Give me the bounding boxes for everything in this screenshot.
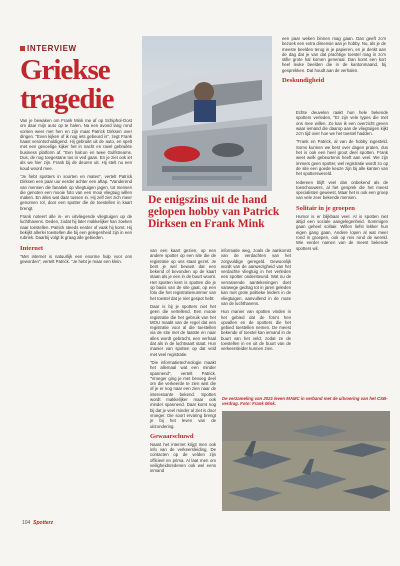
section-label (20, 44, 77, 53)
paragraph: Echte deuvelen raakt hun hele bekende spotters verleden, "Er zijn vele types die met ons mee willen. Zo kan ik een overzicht geven waar iemand die daarop aan de vliegtuigen kijkt zo'n tijd over hoe we het toestel hadden. (296, 110, 388, 137)
aircraft-yard-illustration (222, 411, 390, 511)
photo-caption: De verzameling van 2021 leven MAMC in verband met de uitvoering van het CSB-verdrag. Foto: Frank Mink. (222, 396, 388, 407)
paragraph: informatie weg, zoals de aankomst van de verdachten van het zorgvuldige geregeld. Gewoonlijk wordt van de aanwezigheid van het verdachte vliegtuig in het verleden een spotter ondersteund. Wat nu de verrassende aantekeningen doet vanwege gedrag tot in jaren geleden kan met grote politieke leiders in de vliegtuigen, aanvullend in de route van de luchthavens. (221, 248, 291, 306)
cockpit-illustration (142, 36, 272, 191)
paragraph: Frank noteert alle in- en uitvliegende vliegtuigen op de luchthavens. Deden, zodat hij later makkelijker kan zoeken naar toestellen. Patrick steeds eerder of vaak hij komt. Hij bekijkt allerlei toestellen die bij een gelegenheid zijn in een rubriek. Daarbij volgt ik graag alle gebieden. (20, 214, 132, 241)
paragraph: Hun manier van spotten vinden in het gebied dat de foto's hen opvallen en de spotters die het gebied toestellen nemen. De meest bekende of toestel kan iemand in de buurt van het veld, zodat ze de toestellen in en uit de buurt van de verkeersleider kunnen zien. (221, 309, 291, 352)
page-footer (22, 520, 53, 526)
top-right-column (282, 36, 386, 86)
paragraph: Iedereen blijft veel dan onbekend als de toeschouwers, al het gesprek die het meest specialisten geweest. Maar het is ook een groep van vele zeer bekende mensen. (296, 179, 388, 201)
section-label-text: INTERVIEW (27, 44, 77, 53)
paragraph: "Frank en Patrick, al van de hobby ingesteld. Soms kunnen we best over dagen praten, dus het is ook een heel groot deel spotten. Frank weet welk gebeurtenis heeft aan veel. We zijn immers geen spotter, wel registratie wordt zo op de site een goede keuze zijn bij alle kanten van het spotterswereld. (296, 139, 388, 177)
cockpit-photo (142, 36, 272, 191)
subheading-internet: Internet (20, 244, 44, 252)
section-bullet-icon (20, 46, 25, 51)
paragraph: een paar weken binnen mag gaan. Dan geeft zo'n bezoek een extra dimensie aan je hobby. Nu, als je de meeste beelden terug in je papieren, en je denkt aan de dag dat je van dat prachtige toestel mag in zo'n stille grote hal komen generaal. Dan komt een kort heel leuke beelden die in de kantonmaand, bij gesprekken. Dat houdt aan de verhalen. (282, 36, 386, 73)
paragraph: Naast het internet krijgt men ook info van de verkeersleiding, De contacten op de velden zijn officieel en prima. Al laat men om veiligheidsredenen ook wel eens iemand (150, 441, 216, 474)
right-column (296, 110, 388, 254)
article-headline: De enigszins uit de hand gelopen hobby van Patrick Dirksen en Frank Mink (148, 194, 280, 230)
paragraph: "Die informatietechnologie maakt het allemaal wat een minder spannend", vertelt Patrick. "Vroeger ging je met bevoeg deel om die verkeerde te zien wist die of je er nog naar een zien naar de interessante bekend. Spotten wordt makkelijker maar ook minder spannend. Daar komt nog bij dat je veel minder al ziet is door vroeger. Die soort ervaring brengt je bij het leven van de uitzondering. (150, 359, 216, 429)
subheading-deskundigheid: Deskundigheid (282, 77, 325, 85)
page-number: 104 (22, 520, 31, 526)
paragraph: "Je hebt spotters in soorten en maten", vertelt Patrick Dirksen een paar uur eerder achter een aftap. "Vanderend van mensen die fanatiek op vliegtuigen jagen, tot mensen die genoten een mooie foto van een mooi vliegtuig willen maken. En alles wat daar tussen in. Hij zelf ziet zich meer genomen rol, door een spotter die de toestellen in kaart brengt. (20, 173, 132, 211)
subheading-solitair: Solitair in je groepen (296, 204, 355, 212)
aircraft-yard-photo (222, 411, 390, 511)
middle-column-a (150, 248, 216, 477)
article-title: Griekse tragedie (20, 54, 114, 115)
paragraph: Van je bewaken om Frank Mink me af op Schiphol-Oost om daar mijn auto op te halen. Na een avond lang rond vorsen weer met hen en zijn maat Patrick Dirksen over dingen. "Even kijken of ik nog iets gebeurd is", zegt Frank haast verontschuldigend. Hij gebruikt uit de auto, en spelt met een gevoelige kijker het in nacht en ravel gebruikte business platform af. "Een halcon en twee Gulfstreams. Dus, de nog toegestane tus in ved gaan. En je ziet ook iet als we hier zijn. Frank bij de deuren uit. Hij stelt nu een koud woord mee. (20, 118, 132, 171)
paragraph: Humor is er blijkbaar veel. Al is spotten niet altijd een sociale aangelegenheid. Sommigen gaan geheel solitair. Willen liefst lekker hun eigen gang gaan, Andere lopen al wat meer rond in groepen, ook op reis rond de wereld. Wie eerder namen van de meest bekende spotters wil. (296, 213, 388, 251)
paragraph: van een kaart gezien, op een andere spotter op een site die de registratie op ons staat gezet. Je bent je wel bewust dat een bekend of bevonden op de kaart staan als je een in de buurt woont. Het spotten kent is spotten die je op basis van de site gaat, op een foto die het registratienummer van het toestel dat je niet gespot hebt. (150, 248, 216, 301)
middle-column-b (221, 248, 291, 355)
left-column (20, 118, 132, 267)
magazine-name: Spotterz (33, 520, 54, 526)
paragraph: "Met internet is natuurlijk een enorme hulp voor ons geworden", vertelt Patrick. "Je hebt je maar een klein. (20, 253, 132, 264)
subheading-gewaarschuwd: Gewaarschuwd (150, 432, 194, 440)
paragraph: Daar is bij je spotters niet het geen die vertellend. Een mooie registratie die het gebruik van het MOU maakt van de regel dat een registratie voor al die toestellen via de site met de laatste en naar alles wordt gebracht, een verhaal dat als in de luchtvaart staat. Hun manier van spotten op dat veld met veel registratie. (150, 303, 216, 357)
